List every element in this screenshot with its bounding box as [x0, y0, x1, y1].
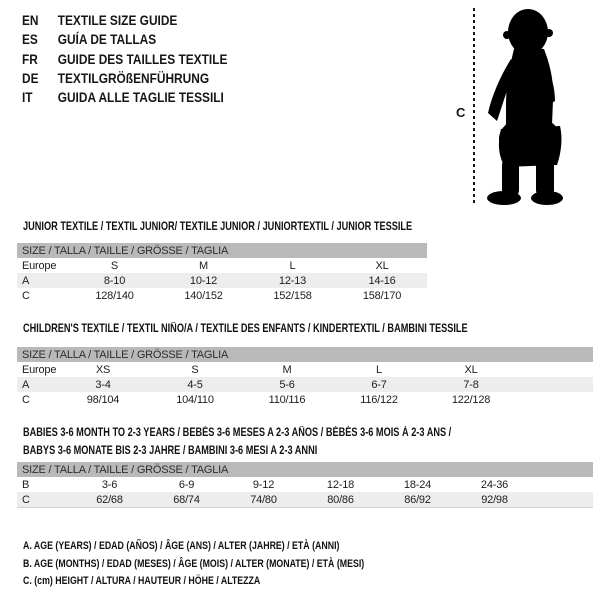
- footnote-b: B. AGE (MONTHS) / EDAD (MESES) / ÂGE (MOIS) / ALTER (MONATE) / ETÀ (MESI): [23, 558, 365, 570]
- language-title-block: [22, 11, 264, 107]
- height-measure-dashed-line: [473, 8, 475, 206]
- table-row: [17, 477, 593, 492]
- language-code: FR: [22, 50, 38, 67]
- size-header-band: [17, 462, 593, 477]
- table-cell: 12-13: [248, 273, 337, 288]
- table-cell: 110/116: [268, 393, 306, 406]
- row-label-cell: A: [17, 377, 57, 392]
- empty-cell: [533, 477, 593, 492]
- table-cell: 14-16: [337, 273, 427, 288]
- table-cell: 92/98: [456, 492, 533, 508]
- children-size-table: [17, 347, 593, 407]
- language-title: TEXTILGRÖßENFÜHRUNG: [57, 69, 210, 86]
- children-table-title: CHILDREN'S TEXTILE / TEXTIL NIÑO/A / TEXTILE DES ENFANTS / KINDERTEXTIL / BAMBINI TESSILE: [23, 323, 468, 335]
- language-title: GUIDE DES TAILLES TEXTILE: [57, 50, 228, 67]
- row-label-cell: Europe: [22, 363, 57, 376]
- baby-silhouette-image: [480, 5, 575, 207]
- table-cell: 9-12: [252, 478, 275, 491]
- header-line-it: [22, 88, 227, 107]
- table-cell: 152/158: [273, 289, 312, 302]
- table-cell: 7-8: [425, 377, 517, 392]
- babies-size-table: [17, 462, 593, 508]
- empty-cell: [517, 377, 593, 392]
- table-row: [17, 288, 427, 303]
- row-label-cell: C: [17, 492, 71, 508]
- language-code: ES: [22, 31, 38, 48]
- header-line-fr: [22, 50, 227, 69]
- footnote-c: C. (cm) HEIGHT / ALTURA / HAUTEUR / HÖHE / ALTEZZA: [23, 575, 261, 587]
- language-title: GUÍA DE TALLAS: [57, 31, 157, 48]
- table-cell: 3-6: [101, 478, 118, 491]
- table-row: [17, 377, 593, 392]
- table-cell: 80/86: [302, 492, 379, 508]
- column-header-cell: XL: [464, 363, 478, 376]
- table-row: [17, 392, 593, 407]
- empty-cell: [517, 362, 593, 377]
- column-header-cell: L: [376, 363, 382, 376]
- language-title: GUIDA ALLE TAGLIE TESSILI: [57, 89, 224, 106]
- row-label-cell: B: [22, 478, 30, 491]
- table-cell: 140/152: [184, 289, 223, 302]
- header-line-es: [22, 30, 227, 49]
- column-header-cell: M: [199, 259, 208, 272]
- language-code: EN: [22, 12, 39, 28]
- table-row: [17, 273, 427, 288]
- table-cell: 3-4: [57, 377, 149, 392]
- table-cell: 116/122: [360, 393, 398, 406]
- row-label-cell: C: [22, 289, 30, 302]
- table-cell: 62/68: [71, 492, 148, 508]
- header-line-de: [22, 69, 227, 88]
- table-cell: 98/104: [86, 393, 120, 406]
- table-cell: 86/92: [379, 492, 456, 508]
- babies-table-title-line2: BABYS 3-6 MONATE BIS 2-3 JAHRE / BAMBINI 3-6 MESI A 2-3 ANNI: [23, 445, 318, 457]
- header-line-en: [22, 11, 227, 30]
- column-header-cell: L: [289, 259, 296, 272]
- size-header-label: SIZE / TALLA / TAILLE / GRÖSSE / TAGLIA: [17, 462, 593, 477]
- language-code: DE: [22, 69, 39, 86]
- junior-table-title: JUNIOR TEXTILE / TEXTIL JUNIOR/ TEXTILE JUNIOR / JUNIORTEXTIL / JUNIOR TESSILE: [23, 221, 413, 233]
- table-row: [17, 258, 427, 273]
- table-cell: 74/80: [225, 492, 302, 508]
- junior-size-table: [17, 243, 427, 303]
- column-header-cell: S: [191, 363, 199, 376]
- table-cell: 24-36: [480, 478, 509, 491]
- size-header-band: [17, 243, 427, 258]
- table-cell: 158/170: [362, 289, 402, 302]
- column-header-cell: XS: [95, 363, 111, 376]
- size-header-label: SIZE / TALLA / TAILLE / GRÖSSE / TAGLIA: [17, 243, 427, 258]
- size-header-band: [17, 347, 593, 362]
- column-header-cell: XL: [375, 259, 389, 272]
- language-title: TEXTILE SIZE GUIDE: [57, 12, 178, 28]
- table-cell: 8-10: [70, 273, 159, 288]
- table-cell: 4-5: [149, 377, 241, 392]
- row-label-cell: C: [22, 393, 30, 406]
- babies-table-title-line1: BABIES 3-6 MONTH TO 2-3 YEARS / BEBÉS 3-6 MESES A 2-3 AÑOS / BÉBÉS 3-6 MOIS À 2-3 ANS /: [23, 427, 452, 439]
- table-row: [17, 362, 593, 377]
- table-cell: 128/140: [95, 289, 134, 302]
- table-cell: 12-18: [326, 478, 355, 491]
- row-label-cell: Europe: [22, 259, 57, 272]
- size-header-label: SIZE / TALLA / TAILLE / GRÖSSE / TAGLIA: [17, 347, 593, 362]
- height-measure-label: C: [456, 105, 466, 120]
- table-cell: 18-24: [403, 478, 432, 491]
- table-row: [17, 492, 593, 508]
- row-label-cell: A: [17, 273, 70, 288]
- footnote-a: A. AGE (YEARS) / EDAD (AÑOS) / ÂGE (ANS) / ALTER (JAHRE) / ETÀ (ANNI): [23, 540, 340, 552]
- table-cell: 68/74: [148, 492, 225, 508]
- column-header-cell: M: [282, 363, 292, 376]
- table-cell: 6-9: [178, 478, 195, 491]
- table-cell: 10-12: [159, 273, 248, 288]
- table-cell: 5-6: [241, 377, 333, 392]
- empty-cell: [517, 392, 593, 407]
- table-cell: 104/110: [176, 393, 214, 406]
- table-cell: 6-7: [333, 377, 425, 392]
- language-code: IT: [22, 89, 33, 106]
- empty-cell: [533, 492, 593, 508]
- column-header-cell: S: [110, 259, 119, 272]
- table-cell: 122/128: [451, 393, 491, 406]
